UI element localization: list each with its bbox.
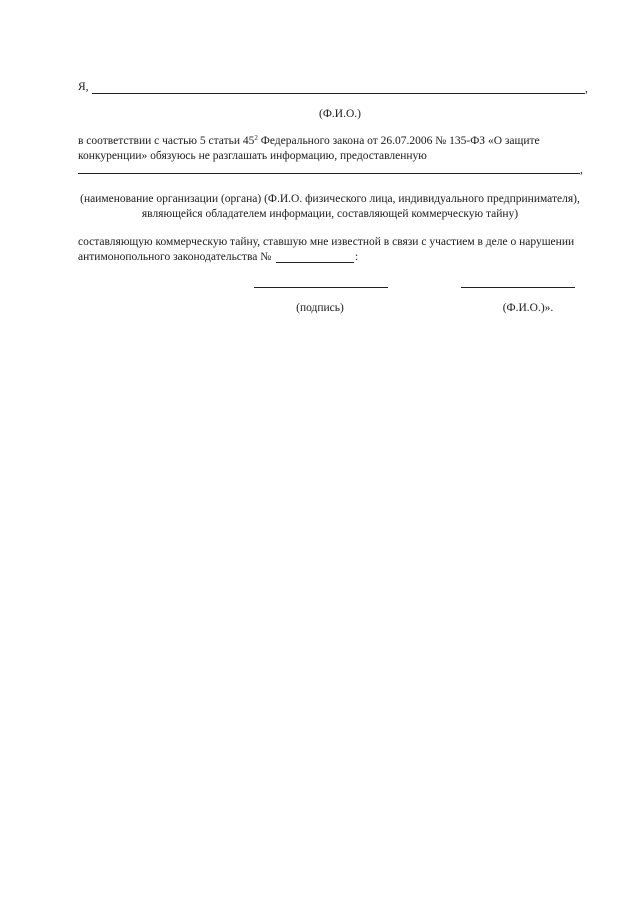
paragraph-1-part-1: в соответствии с частью 5 статьи 45 [78,135,255,147]
paragraph-2-line-2 [78,250,271,265]
case-number-label: антимонопольного законодательства № [78,251,272,263]
paragraph-1-line-1 [78,134,540,149]
fio-caption: (Ф.И.О.) [319,108,361,120]
organization-line-comma: , [580,164,583,176]
paragraph-2-line-1: составляющую коммерческую тайну, ставшую мне известной в связи с участием в деле о нарушении [78,236,575,248]
case-number-blank-line[interactable] [276,262,354,263]
case-number-colon: : [355,251,359,263]
organization-blank-line[interactable] [78,173,580,174]
fio-caption-end: (Ф.И.О.)». [502,302,554,314]
article-superscript: 2 [254,134,258,142]
signature-blank-line[interactable] [254,287,388,288]
signature-caption: (подпись) [296,302,344,314]
paragraph-1-part-2: Федерального закона от 26.07.2006 № 135-ФЗ «О защите [257,135,540,147]
fio-line-comma: , [585,83,588,95]
fio-prefix: Я, [78,81,89,93]
signature-fio-blank-line[interactable] [461,287,575,288]
organization-caption-line-1: (наименование организации (органа) (Ф.И.О. физического лица, индивидуального предпринимателя), [80,193,580,205]
paragraph-1-line-2: конкуренции» обязуюсь не разглашать информацию, предоставленную [78,150,427,162]
organization-caption-line-2: являющейся обладателем информации, составляющей коммерческую тайну) [141,208,519,220]
fio-blank-line[interactable] [92,93,585,94]
